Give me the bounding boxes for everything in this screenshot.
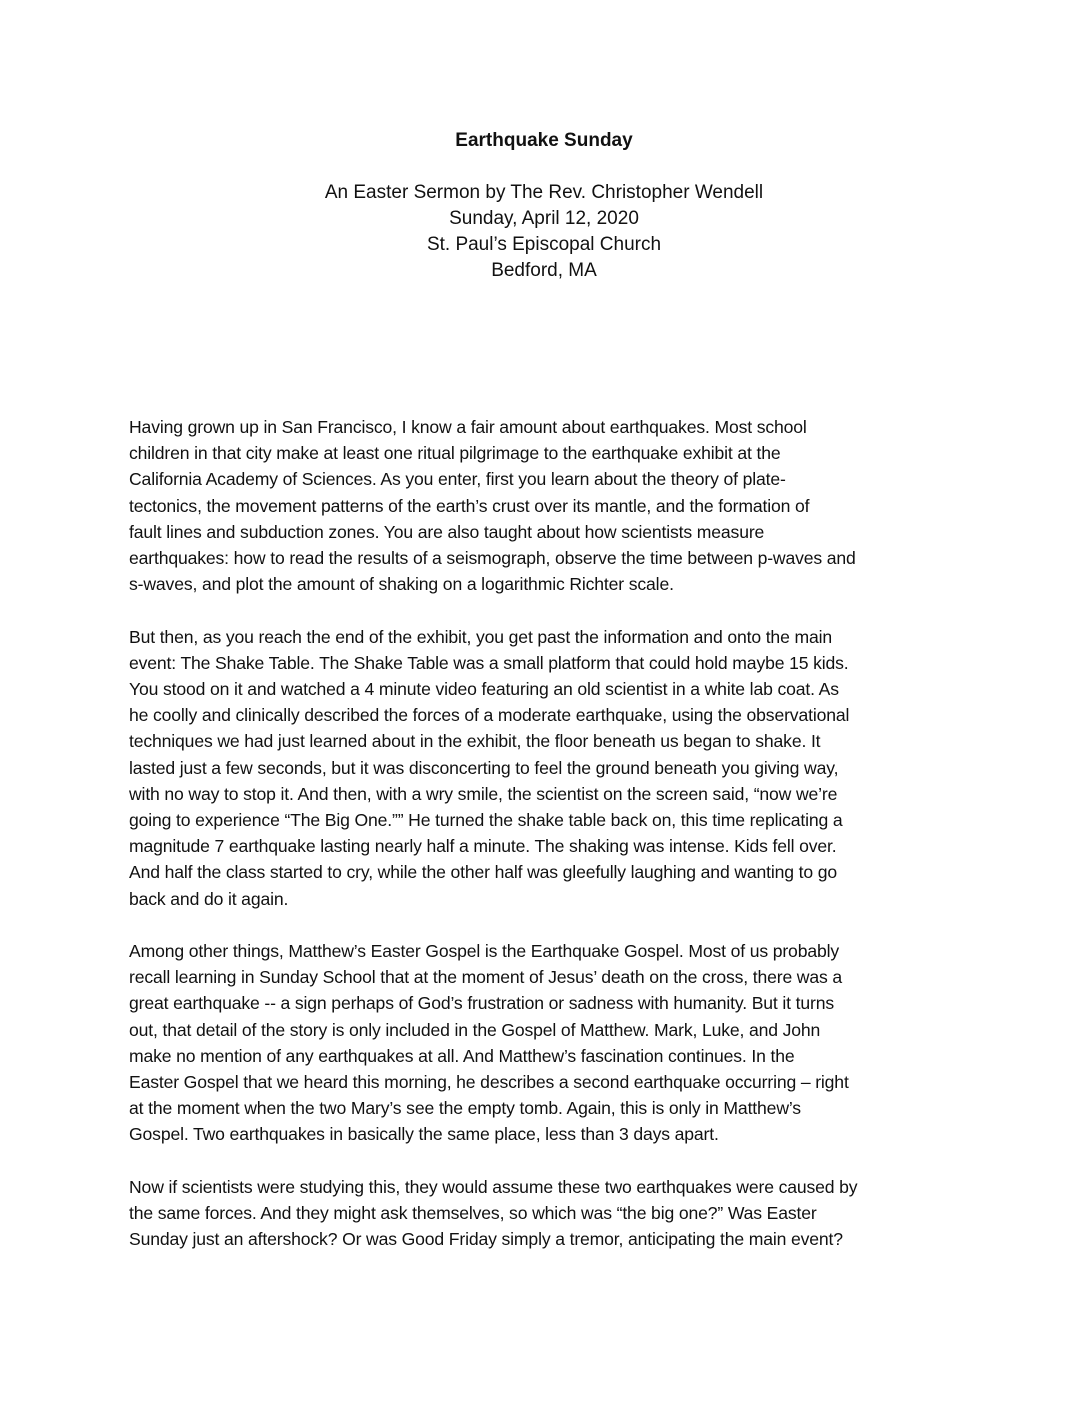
paragraph-line: And half the class started to cry, while the other half was gleefully laughing and wanting to go [129, 862, 838, 883]
paragraph-line: Easter Gospel that we heard this morning, he describes a second earthquake occurring – right [129, 1072, 849, 1093]
paragraph-line: earthquakes: how to read the results of a seismograph, observe the time between p-waves and [129, 548, 856, 569]
paragraph-line: great earthquake -- a sign perhaps of God’s frustration or sadness with humanity. But it turns [129, 993, 835, 1014]
paragraph-line: lasted just a few seconds, but it was disconcerting to feel the ground beneath you giving way, [129, 757, 839, 778]
paragraph [129, 414, 961, 597]
paragraph-line: magnitude 7 earthquake lasting nearly half a minute. The shaking was intense. Kids fell over. [129, 836, 837, 857]
paragraph-line: Now if scientists were studying this, they would assume these two earthquakes were caused by [129, 1176, 858, 1197]
document-body [129, 414, 961, 1279]
paragraph-line: Among other things, Matthew’s Easter Gospel is the Earthquake Gospel. Most of us probably [129, 941, 840, 962]
church-name: St. Paul’s Episcopal Church [426, 234, 662, 255]
document-header [0, 128, 1088, 284]
paragraph-line: You stood on it and watched a 4 minute video featuring an old scientist in a white lab coat. As [129, 679, 839, 700]
sermon-date: Sunday, April 12, 2020 [449, 208, 639, 229]
paragraph-line: California Academy of Sciences. As you enter, first you learn about the theory of plate- [129, 469, 786, 490]
sermon-info [0, 180, 1088, 284]
paragraph-line: with no way to stop it. And then, with a wry smile, the scientist on the screen said, “now we’re [129, 783, 838, 804]
paragraph-line: he coolly and clinically described the forces of a moderate earthquake, using the observational [129, 705, 850, 726]
sermon-byline: An Easter Sermon by The Rev. Christopher Wendell [324, 182, 764, 203]
paragraph-line: children in that city make at least one ritual pilgrimage to the earthquake exhibit at the [129, 443, 781, 464]
paragraph-line: out, that detail of the story is only included in the Gospel of Matthew. Mark, Luke, and John [129, 1019, 821, 1040]
paragraph-line: event: The Shake Table. The Shake Table was a small platform that could hold maybe 15 kids. [129, 652, 849, 673]
church-location: Bedford, MA [491, 260, 597, 281]
paragraph-line: at the moment when the two Mary’s see the empty tomb. Again, this is only in Matthew’s [129, 1098, 801, 1119]
paragraph [129, 938, 961, 1148]
paragraph-line: techniques we had just learned about in the exhibit, the floor beneath us began to shake. It [129, 731, 821, 752]
paragraph-line: Sunday just an aftershock? Or was Good Friday simply a tremor, anticipating the main event? [129, 1229, 843, 1250]
paragraph [129, 1174, 961, 1253]
paragraph-line: Having grown up in San Francisco, I know a fair amount about earthquakes. Most school [129, 417, 807, 437]
paragraph-line: the same forces. And they might ask themselves, so which was “the big one?” Was Easter [129, 1203, 817, 1224]
paragraph-line: going to experience “The Big One.”” He turned the shake table back on, this time replicating a [129, 810, 843, 831]
document-title: Earthquake Sunday [455, 130, 633, 151]
paragraph-line: tectonics, the movement patterns of the earth’s crust over its mantle, and the formation of [129, 495, 810, 516]
paragraph-line: fault lines and subduction zones. You are also taught about how scientists measure [129, 521, 765, 542]
paragraph-line: recall learning in Sunday School that at the moment of Jesus’ death on the cross, there was a [129, 967, 843, 988]
paragraph-line: s-waves, and plot the amount of shaking on a logarithmic Richter scale. [129, 574, 674, 595]
paragraph-line: make no mention of any earthquakes at all. And Matthew’s fascination continues. In the [129, 1045, 795, 1066]
paragraph [129, 624, 961, 912]
paragraph-line: Gospel. Two earthquakes in basically the same place, less than 3 days apart. [129, 1124, 719, 1145]
paragraph-line: But then, as you reach the end of the exhibit, you get past the information and onto the main [129, 626, 832, 647]
paragraph-line: back and do it again. [129, 888, 289, 909]
